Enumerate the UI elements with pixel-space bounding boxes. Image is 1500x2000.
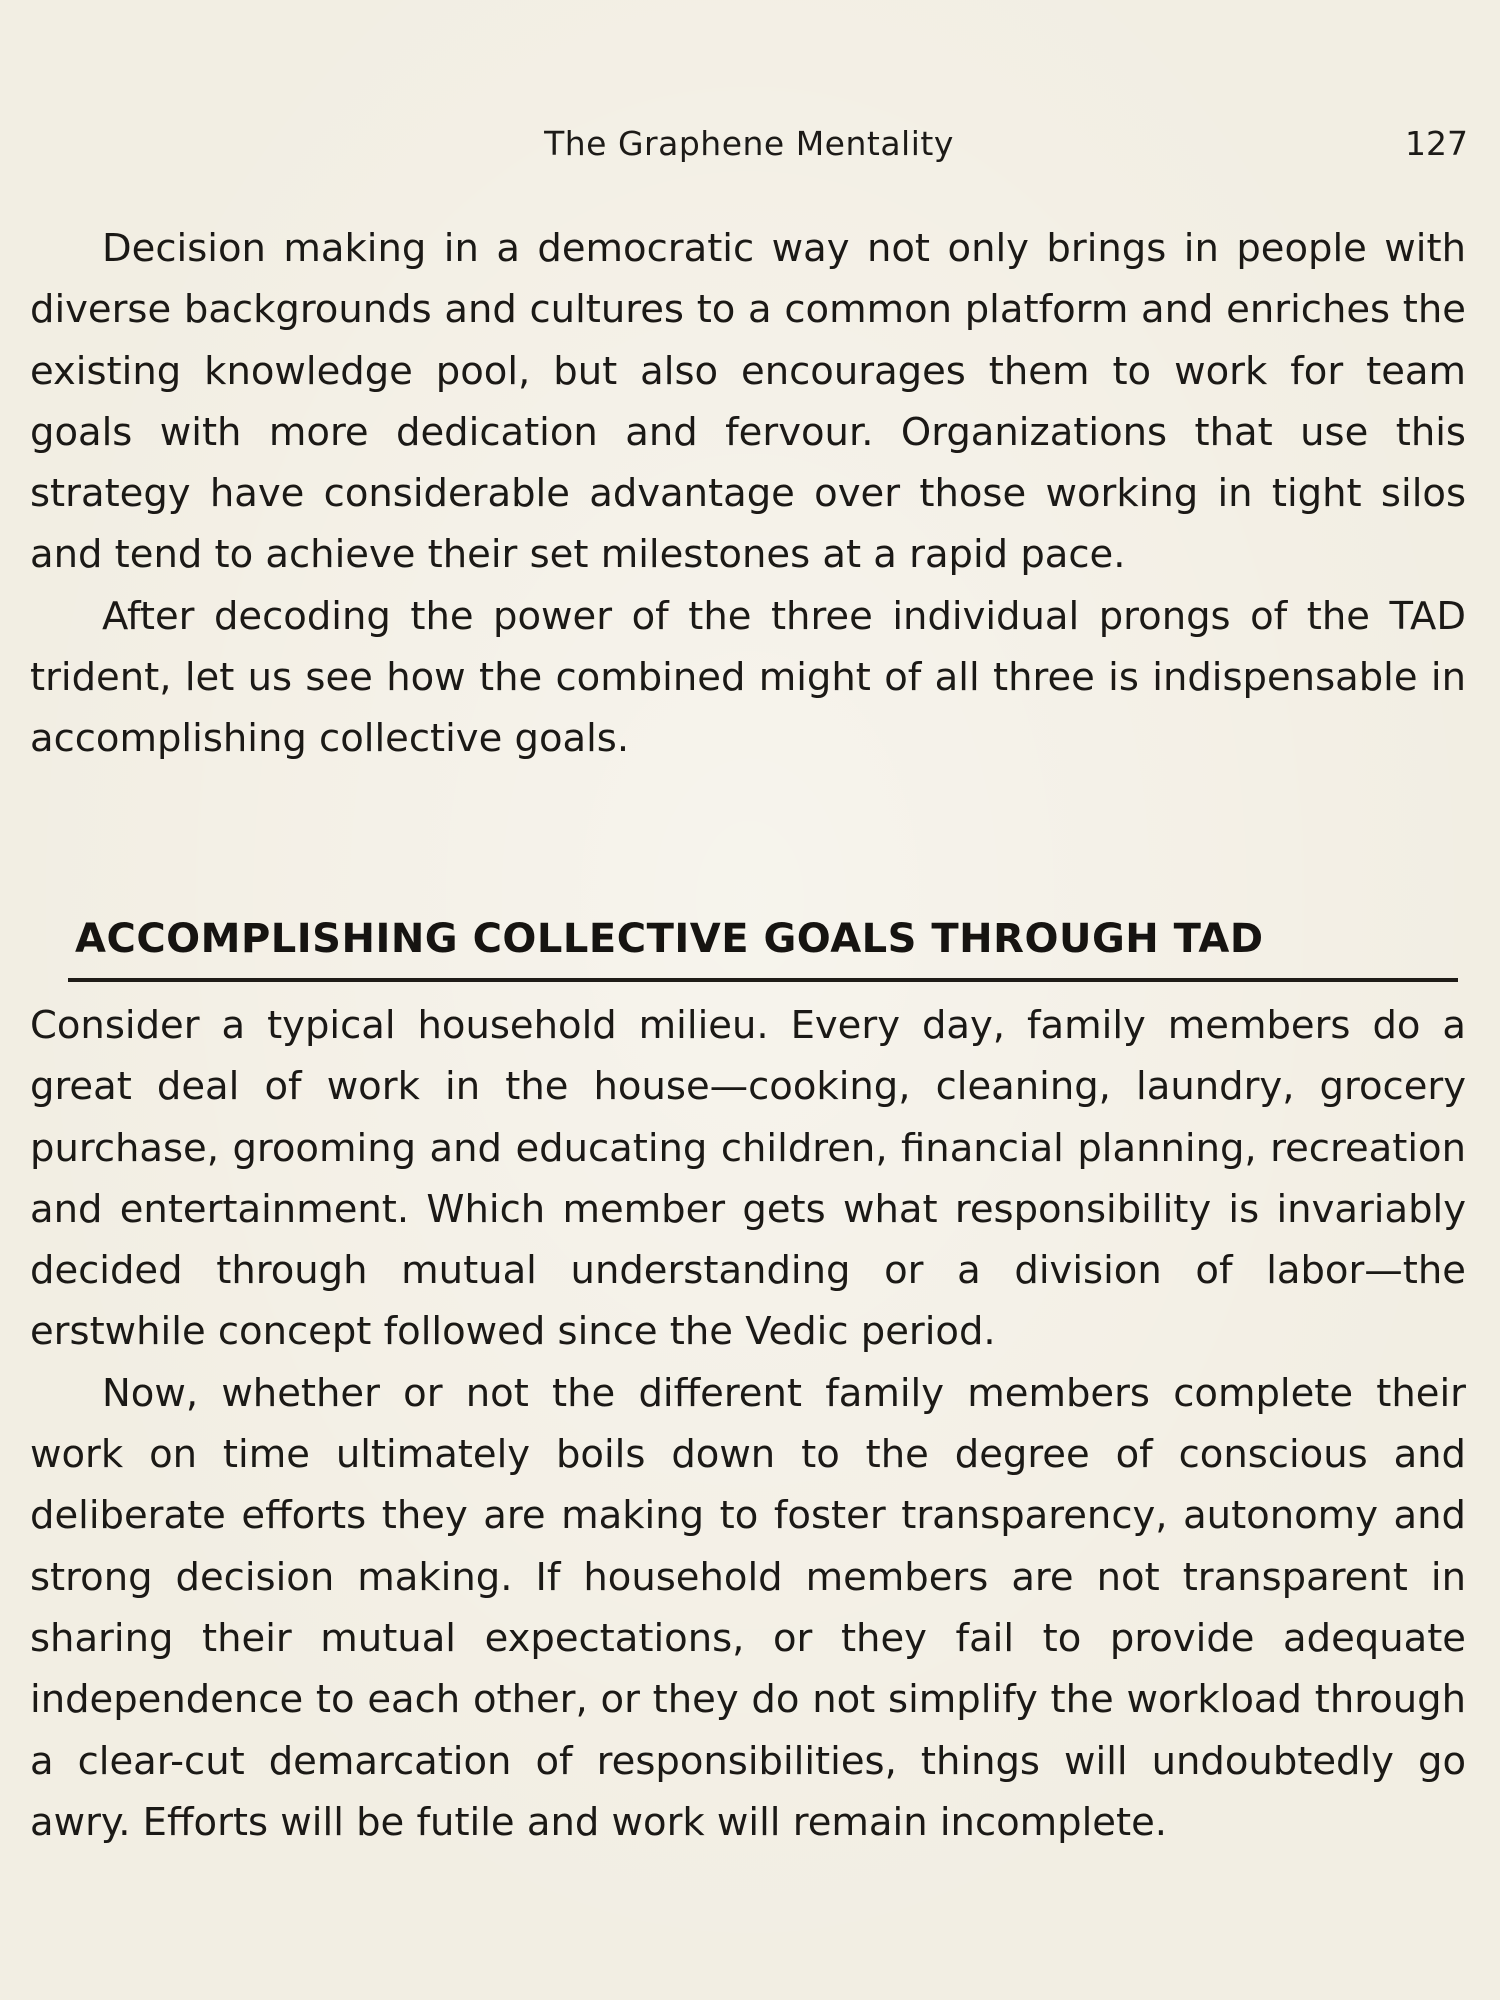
paragraph-decision-making: Decision making in a democratic way not only brings in people with diverse backgrounds and cultures to a common platform and enriches the existing knowledge pool, but also encourages them to work for team goals with more dedication and fervour. Organizations that use this strategy have considerable advantage over those working in tight silos and tend to achieve their set milestones at a rapid pace. [30,226,1466,578]
section-heading-block [30,908,1466,982]
intro-paragraphs [30,218,1466,770]
chapter-title: The Graphene Mentality [544,124,954,163]
section-paragraphs [30,995,1466,1853]
heading-underline [68,978,1458,982]
page-number: 127 [1405,124,1468,163]
running-header [30,124,1468,168]
paragraph-family-members: Now, whether or not the different family members complete their work on time ultimately boils down to the degree of conscious and deliberate efforts they are making to foster transparency, autonomy and strong decision making. If household members are not transparent in sharing their mutual expectations, or they fail to provide adequate independence to each other, or they do not simplify the workload through a clear-cut demarcation of responsibilities, things will undoubtedly go awry. Efforts will be futile and work will remain incomplete. [30,1370,1466,1845]
paragraph-household-milieu: Consider a typical household milieu. Every day, family members do a great deal of work in the house—cooking, cleaning, laundry, grocery purchase, grooming and educating children, financial planning, recreation and entertainment. Which member gets what responsibility is invariably decided through mutual understanding or a division of labor—the erstwhile concept followed since the Vedic period. [30,1003,1466,1355]
paragraph-tad-trident: After decoding the power of the three individual prongs of the TAD trident, let us see how the combined might of all three is indispensable in accomplishing collective goals. [30,593,1466,762]
section-heading: ACCOMPLISHING COLLECTIVE GOALS THROUGH TAD [75,916,1264,962]
